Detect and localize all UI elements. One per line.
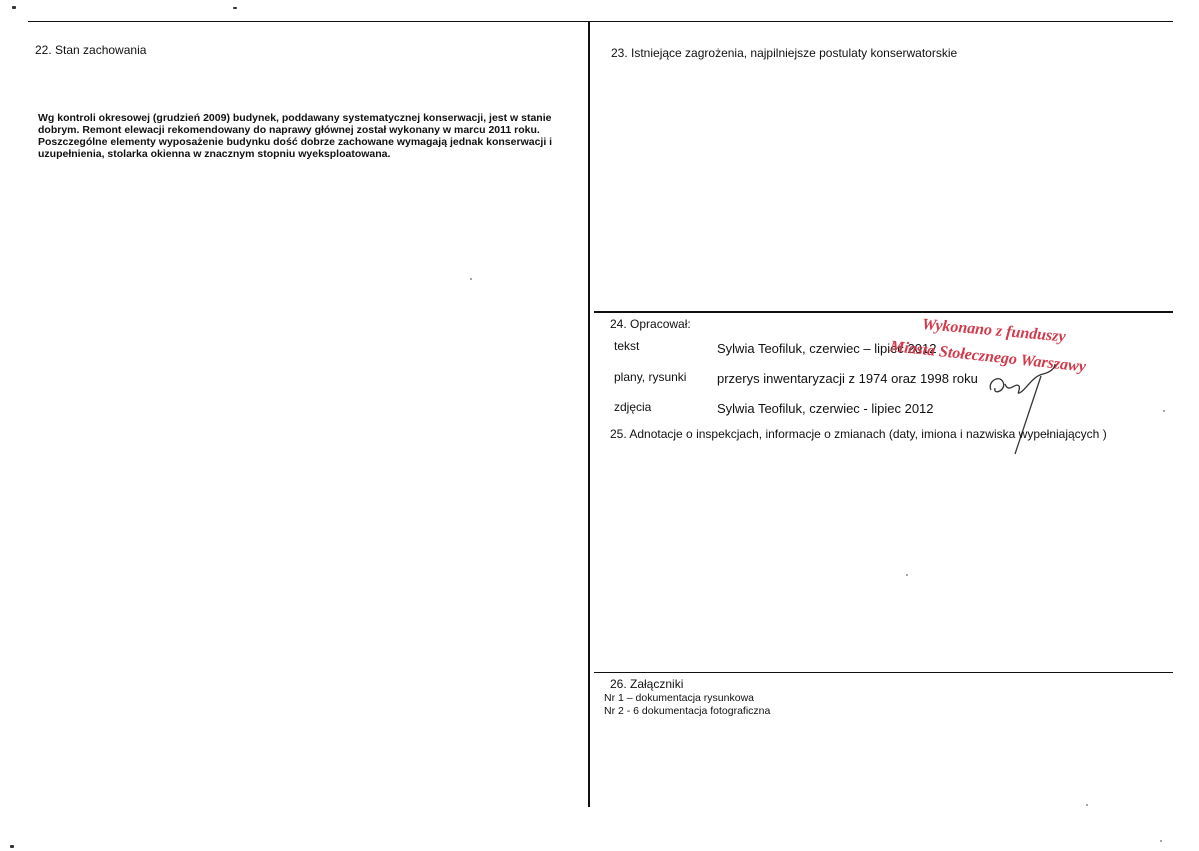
scan-speck: [12, 6, 16, 9]
section-divider-26: [594, 672, 1173, 673]
section-divider-24: [594, 311, 1173, 313]
condition-text-line: Poszczególne elementy wyposażenie budynku dość dobrze zachowane wymagają jednak konserwacji i: [38, 136, 553, 148]
scan-speck: [1160, 840, 1162, 842]
section-23-title: 23. Istniejące zagrożenia, najpilniejsze postulaty konserwatorskie: [611, 46, 958, 60]
author-row-value: przerys inwentaryzacji z 1974 oraz 1998 roku: [717, 371, 978, 386]
author-row-label: tekst: [614, 339, 640, 353]
funding-stamp-line: Wykonano z funduszy: [921, 316, 1067, 346]
scan-speck: [10, 845, 14, 848]
section-25-title: 25. Adnotacje o inspekcjach, informacje o zmianach (daty, imiona i nazwiska wypełniających ): [610, 427, 1107, 441]
attachment-item: Nr 2 - 6 dokumentacja fotograficzna: [604, 705, 771, 717]
scan-speck: [470, 278, 472, 280]
author-row-label: zdjęcia: [614, 400, 652, 414]
condition-text-line: Wg kontroli okresowej (grudzień 2009) budynek, poddawany systematycznej konserwacji, jest w stanie: [38, 112, 552, 124]
section-22-title: 22. Stan zachowania: [35, 43, 147, 57]
scan-speck: [1086, 804, 1088, 806]
funding-stamp-line: Miasta Stołecznego Warszawy: [889, 338, 1087, 376]
section-24-title: 24. Opracował:: [610, 317, 691, 331]
author-row-value: Sylwia Teofiluk, czerwiec – lipiec 2012: [717, 341, 937, 356]
condition-text-line: uzupełnienia, stolarka okienna w znacznym stopniu wyeksploatowana.: [38, 148, 391, 160]
signature: [985, 360, 1065, 460]
author-row-label: plany, rysunki: [614, 370, 687, 384]
attachment-item: Nr 1 – dokumentacja rysunkowa: [604, 692, 754, 704]
top-border-line: [28, 21, 1173, 22]
section-26-title: 26. Załączniki: [610, 677, 684, 691]
condition-text-line: dobrym. Remont elewacji rekomendowany do naprawy głównej został wykonany w marcu 2011 roku.: [38, 124, 540, 136]
scan-speck: [906, 574, 908, 576]
author-row-value: Sylwia Teofiluk, czerwiec - lipiec 2012: [717, 401, 934, 416]
column-divider-line: [588, 22, 590, 807]
scan-speck: [1163, 410, 1165, 412]
scan-speck: [233, 7, 237, 9]
